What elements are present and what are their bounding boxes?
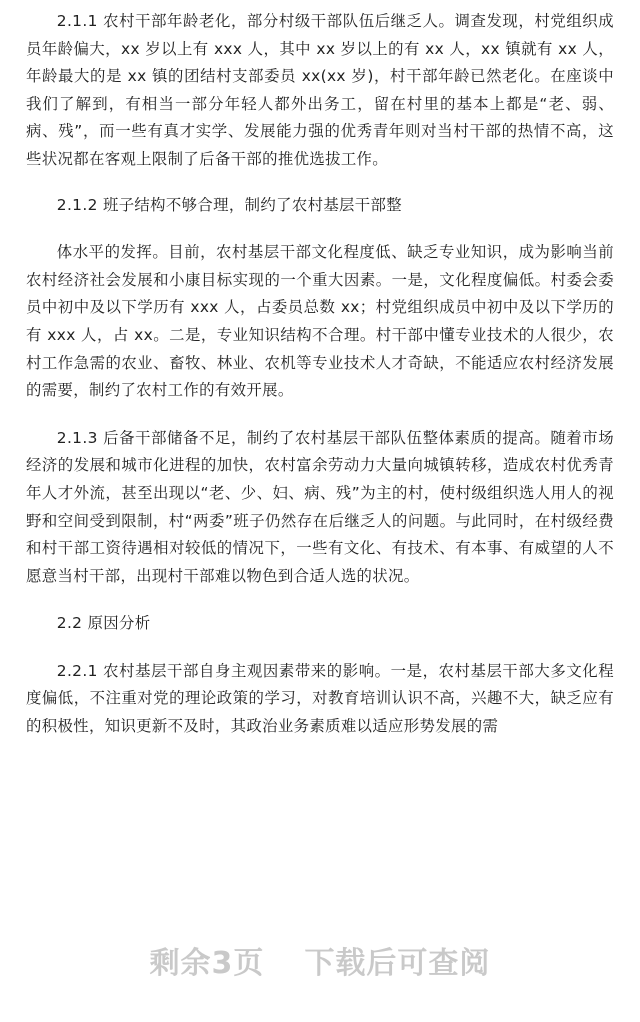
download-to-view-label[interactable]: 下载后可查阅 (304, 946, 491, 981)
paragraph-2-2-1: 2.2.1 农村基层干部自身主观因素带来的影响。一是，农村基层干部大多文化程度偏低，不注重对党的理论政策的学习，对教育培训认识不高，兴趣不大，缺乏应有的积极性，知识更新不及时，其政治业务素质难以适应形势发展的需 (26, 661, 614, 736)
section-heading-2-1-2: 2.1.2 班子结构不够合理，制约了农村基层干部整 (56, 195, 403, 214)
document-body (26, 8, 614, 741)
paragraph-2-1-1: 2.1.1 农村干部年龄老化，部分村级干部队伍后继乏人。调查发现，村党组织成员年龄偏大，xx 岁以上有 xxx 人，其中 xx 岁以上的有 xx 人，xx 镇就有 xx 人，年龄最大的是 xx 镇的团结村支部委员 xx(xx 岁)，村干部年龄已然老化。在座谈中我们了解到，有相当一部分年轻人都外出务工，留在村里的基本上都是“老、弱、病、残”，而一些有真才实学、发展能力强的优秀青年则对当村干部的热情不高，这些状况都在客观上限制了后备干部的推优选拔工作。 (26, 12, 614, 168)
section-heading-2-2: 2.2 原因分析 (56, 614, 151, 633)
remaining-pages-label: 剩余3页 (149, 946, 265, 981)
paywall-banner[interactable] (0, 938, 640, 982)
paragraph-2-1-3: 2.1.3 后备干部储备不足，制约了农村基层干部队伍整体素质的提高。随着市场经济的发展和城市化进程的加快，农村富余劳动力大量向城镇转移，造成农村优秀青年人才外流，甚至出现以“老、少、妇、病、残”为主的村，使村级组织选人用人的视野和空间受到限制，村“两委”班子仍然存在后继乏人的问题。与此同时，在村级经费和村干部工资待遇相对较低的情况下，一些有文化、有技术、有本事、有威望的人不愿意当村干部，出现村干部难以物色到合适人选的状况。 (26, 428, 614, 585)
paragraph-2-1-2-body: 体水平的发挥。目前，农村基层干部文化程度低、缺乏专业知识，成为影响当前农村经济社会发展和小康目标实现的一个重大因素。一是，文化程度偏低。村委会委员中初中及以下学历有 xxx 人，占委员总数 xx；村党组织成员中初中及以下学历的有 xxx 人，占 xx。二是，专业知识结构不合理。村干部中懂专业技术的人很少，农村工作急需的农业、畜牧、林业、农机等专业技术人才奇缺，不能适应农村经济发展的需要，制约了农村工作的有效开展。 (26, 243, 614, 400)
